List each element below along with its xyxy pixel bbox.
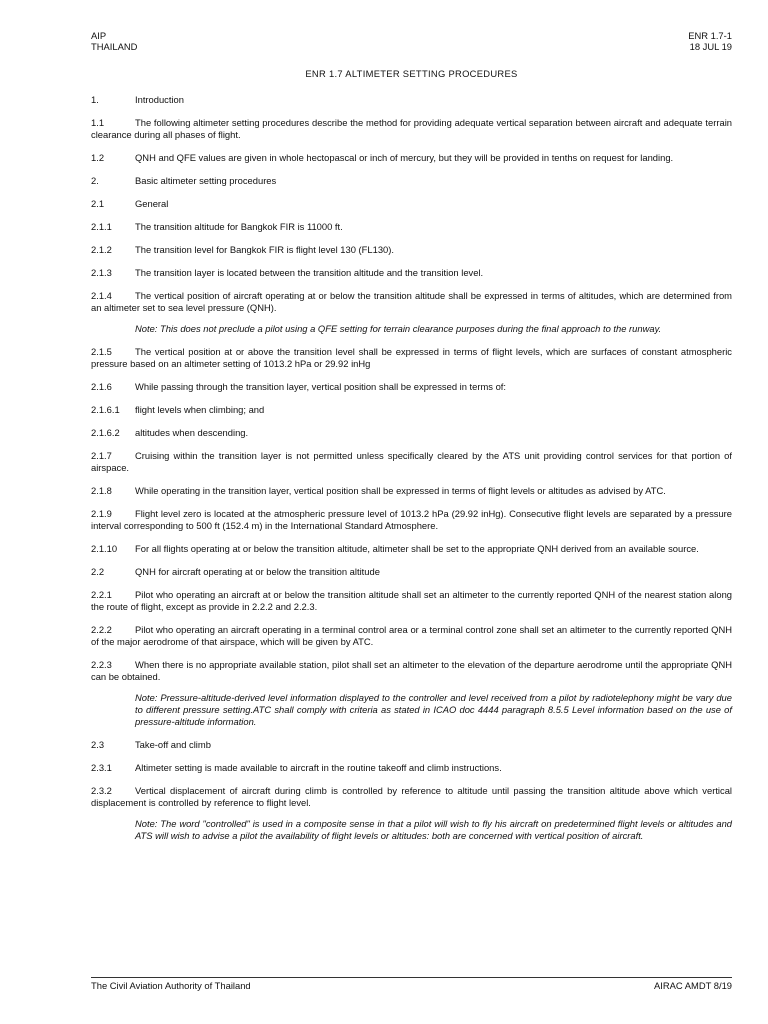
paragraph-text: General: [135, 198, 169, 209]
note-paragraph: Note: This does not preclude a pilot using a QFE setting for terrain clearance purposes during the final approach to the runway.: [135, 323, 662, 334]
header-date: 18 JUL 19: [689, 41, 732, 52]
paragraph-number: 1.1: [91, 117, 105, 128]
paragraph-number: 2.1.3: [91, 267, 112, 278]
paragraph: [91, 762, 732, 774]
paragraph-number: 2.1.5: [91, 346, 112, 357]
header-left: [91, 30, 137, 52]
paragraph-number: 2.2.3: [91, 659, 112, 670]
paragraph-text: altitudes when descending.: [135, 427, 249, 438]
paragraph-number: 2.3: [91, 739, 105, 750]
page-footer: [91, 977, 732, 992]
paragraph-text: Pilot who operating an aircraft operating in a terminal control area or a terminal control zone shall set an altimeter to the currently reported QNH of the major aerodrome of that airspace, which will be given by ATC.: [91, 624, 732, 647]
paragraph-number: 2.1.1: [91, 221, 112, 232]
paragraph-number: 2.1: [91, 198, 105, 209]
paragraph-text: Cruising within the transition layer is not permitted unless specifically cleared by the ATS unit providing control services for that portion of airspace.: [91, 450, 732, 473]
header-aip: AIP: [91, 30, 107, 41]
paragraph: [91, 427, 732, 439]
paragraph-number: 2.2: [91, 566, 105, 577]
paragraph: [91, 244, 732, 256]
paragraph: [91, 117, 732, 141]
paragraph-number: 2.1.7: [91, 450, 112, 461]
paragraph-text: Basic altimeter setting procedures: [135, 175, 277, 186]
paragraph-text: The following altimeter setting procedures describe the method for providing adequate vertical separation between aircraft and adequate terrain clearance during all phases of flight.: [91, 117, 732, 140]
section-heading: [91, 175, 732, 187]
page-header: [91, 30, 732, 52]
section-heading: [91, 94, 732, 106]
paragraph: [91, 381, 732, 393]
paragraph: [91, 221, 732, 233]
paragraph-number: 2.1.6.2: [91, 427, 120, 438]
paragraph-text: QNH and QFE values are given in whole hectopascal or inch of mercury, but they will be provided in tenths on request for landing.: [135, 152, 674, 163]
paragraph: [91, 624, 732, 648]
paragraph: [91, 785, 732, 809]
paragraph-number: 2.1.8: [91, 485, 112, 496]
paragraph-number: 2.3.2: [91, 785, 112, 796]
paragraph-number: 1.2: [91, 152, 105, 163]
paragraph-number: 2.1.6: [91, 381, 112, 392]
footer-authority: The Civil Aviation Authority of Thailand: [91, 980, 251, 991]
paragraph: [91, 450, 732, 474]
section-heading: [91, 739, 732, 751]
paragraph-number: 1.: [91, 94, 99, 105]
paragraph: [91, 589, 732, 613]
paragraph-text: For all flights operating at or below the transition altitude, altimeter shall be set to the appropriate QNH derived from an available source.: [135, 543, 699, 554]
paragraph-text: Pilot who operating an aircraft at or below the transition altitude shall set an altimeter to the currently reported QNH of the nearest station along the route of flight, except as provide in 2.2.2 and 2.2.3.: [91, 589, 732, 612]
paragraph-number: 2.: [91, 175, 99, 186]
paragraph-number: 2.3.1: [91, 762, 112, 773]
paragraph-text: The transition layer is located between the transition altitude and the transition level.: [135, 267, 484, 278]
note-paragraph: Note: Pressure-altitude-derived level information displayed to the controller and level received from a pilot by radiotelephony might be vary due to different pressure setting.ATC shall comply with criteria as stated in ICAO doc 4444 paragraph 8.5.5 Level information based on the use of pressure-altitude information.: [135, 692, 732, 727]
paragraph-text: While operating in the transition layer, vertical position shall be expressed in terms of flight levels or altitudes as advised by ATC.: [135, 485, 666, 496]
document-body: [91, 94, 732, 842]
paragraph: [91, 152, 732, 164]
paragraph-text: flight levels when climbing; and: [135, 404, 265, 415]
paragraph-text: Vertical displacement of aircraft during climb is controlled by reference to altitude until passing the transition altitude above which vertical displacement is controlled by reference to flight level.: [91, 785, 732, 808]
paragraph-number: 2.1.4: [91, 290, 112, 301]
paragraph: [91, 290, 732, 314]
section-heading: [91, 198, 732, 210]
paragraph: [91, 659, 732, 683]
paragraph: [91, 543, 732, 555]
section-heading: [91, 566, 732, 578]
paragraph-number: 2.1.10: [91, 543, 118, 554]
paragraph-text: Introduction: [135, 94, 184, 105]
paragraph: [91, 267, 732, 279]
paragraph-text: Altimeter setting is made available to aircraft in the routine takeoff and climb instructions.: [135, 762, 502, 773]
paragraph-text: Take-off and climb: [135, 739, 211, 750]
note-paragraph: Note: The word "controlled" is used in a composite sense in that a pilot will wish to fly his aircraft on predetermined flight levels or altitudes and ATS will wish to advise a pilot the availability of flight levels or altitudes: both are concerned with vertical position of aircraft.: [135, 818, 732, 841]
header-page-id: ENR 1.7-1: [688, 30, 732, 41]
paragraph-number: 2.1.6.1: [91, 404, 120, 415]
document-page: [91, 30, 732, 992]
paragraph-text: QNH for aircraft operating at or below the transition altitude: [135, 566, 380, 577]
paragraph-number: 2.2.1: [91, 589, 112, 600]
paragraph: [91, 404, 732, 416]
paragraph-text: The vertical position at or above the transition level shall be expressed in terms of flight levels, which are surfaces of constant atmospheric pressure based on an altimeter setting of 1013.2 hPa or 29.92 inHg: [91, 346, 732, 369]
paragraph-number: 2.1.2: [91, 244, 112, 255]
paragraph-text: When there is no appropriate available station, pilot shall set an altimeter to the elevation of the departure aerodrome until the appropriate QNH can be obtained.: [91, 659, 732, 682]
paragraph-text: While passing through the transition layer, vertical position shall be expressed in terms of:: [135, 381, 507, 392]
paragraph-text: Flight level zero is located at the atmospheric pressure level of 1013.2 hPa (29.92 inHg). Consecutive flight levels are separated by a pressure interval corresponding to 500 ft (152.4 m) in the International Standard Atmosphere.: [91, 508, 732, 531]
paragraph: [91, 508, 732, 532]
paragraph-text: The transition level for Bangkok FIR is flight level 130 (FL130).: [135, 244, 394, 255]
header-right: [688, 30, 732, 52]
header-country: THAILAND: [91, 41, 138, 52]
paragraph-text: The transition altitude for Bangkok FIR is 11000 ft.: [135, 221, 343, 232]
paragraph: [91, 485, 732, 497]
paragraph-text: The vertical position of aircraft operating at or below the transition altitude shall be expressed in terms of altitudes, which are determined from an altimeter set to sea level pressure (QNH).: [91, 290, 732, 313]
footer-amendment: AIRAC AMDT 8/19: [654, 980, 732, 991]
paragraph-number: 2.2.2: [91, 624, 112, 635]
document-title: ENR 1.7 ALTIMETER SETTING PROCEDURES: [305, 68, 518, 79]
paragraph-number: 2.1.9: [91, 508, 112, 519]
paragraph: [91, 346, 732, 370]
